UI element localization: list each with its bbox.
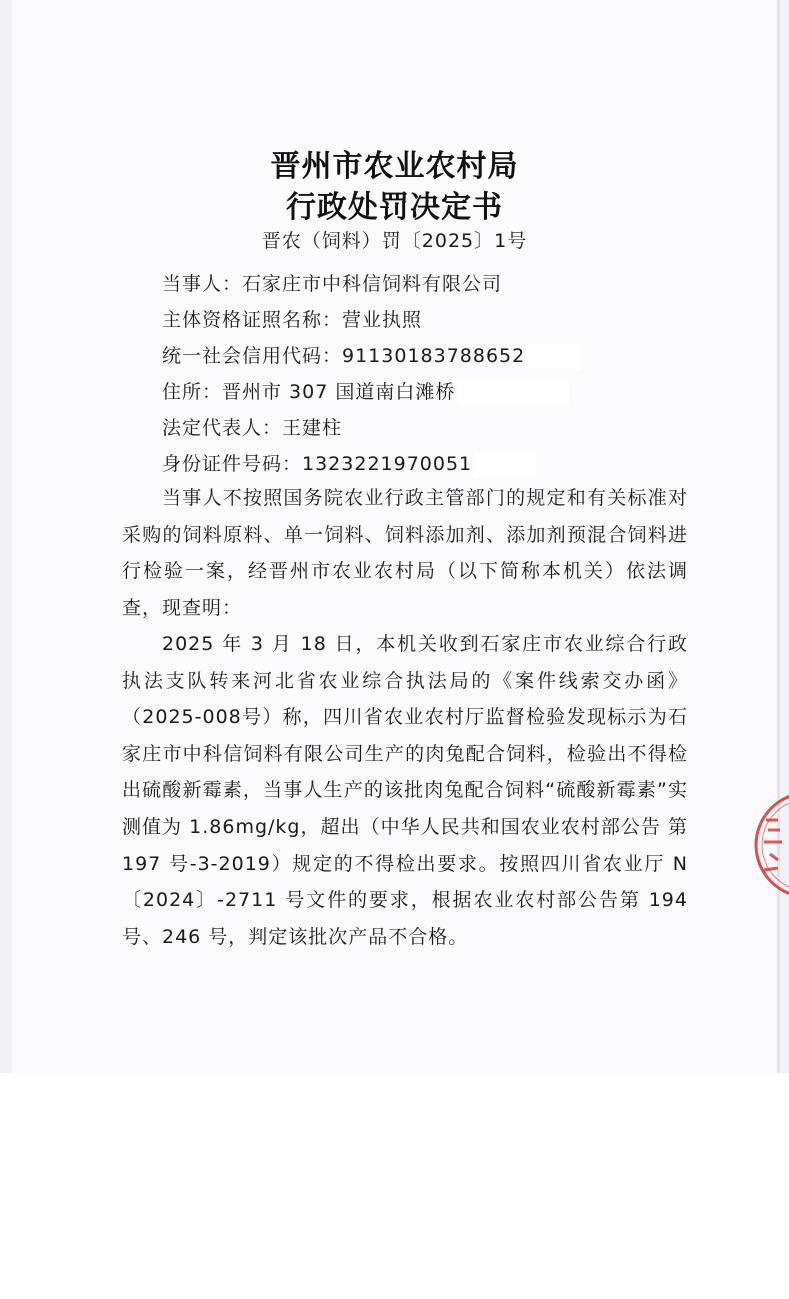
- redaction-block: [457, 380, 569, 406]
- party-name-text: 当事人：石家庄市中科信饲料有限公司: [162, 273, 503, 295]
- address: [162, 377, 569, 407]
- id-number-text: 身份证件号码：1323221970051: [162, 453, 473, 475]
- case-summary-paragraph: 当事人不按照国务院农业行政主管部门的规定和有关标准对采购的饲料原料、单一饲料、饲料添加剂、添加剂预混合饲料进行检验一案，经晋州市农业农村局（以下简称本机关）依法调查，现查明：: [122, 487, 688, 619]
- credit-code: [162, 341, 581, 371]
- legal-representative: [162, 413, 342, 443]
- id-number: [162, 449, 536, 479]
- official-seal-stamp: [752, 780, 789, 910]
- findings-paragraph: 2025 年 3 月 18 日，本机关收到石家庄市农业综合行政执法支队转来河北省农业综合执法局的《案件线索交办函》（2025-008号）称，四川省农业农村厅监督检验发现标示为石家庄市中科信饲料有限公司生产的肉兔配合饲料，检验出不得检出硫酸新霉素，当事人生产的该批肉兔配合饲料“硫酸新霉素”实测值为 1.86mg/kg，超出（中华人民共和国农业农村部公告 第 197 号-3-2019）规定的不得检出要求。按照四川省农业厅 N〔2024〕-2711 号文件的要求，根据农业农村部公告第 194 号、246 号，判定该批次产品不合格。: [122, 633, 688, 948]
- title-agency: 晋州市农业农村局: [270, 149, 519, 184]
- document-number: 晋农（饲料）罚〔2025〕1号: [261, 230, 528, 252]
- license-name-text: 主体资格证照名称：营业执照: [162, 309, 423, 331]
- redaction-block: [527, 344, 581, 370]
- legal-representative-text: 法定代表人：王建柱: [162, 417, 343, 439]
- title-document-type: 行政处罚决定书: [286, 190, 503, 225]
- address-text: 住所：晋州市 307 国道南白滩桥: [162, 381, 456, 403]
- credit-code-text: 统一社会信用代码：91130183788652: [162, 345, 526, 367]
- redaction-block: [474, 452, 536, 478]
- license-name: [162, 305, 422, 335]
- party-name: [162, 269, 502, 299]
